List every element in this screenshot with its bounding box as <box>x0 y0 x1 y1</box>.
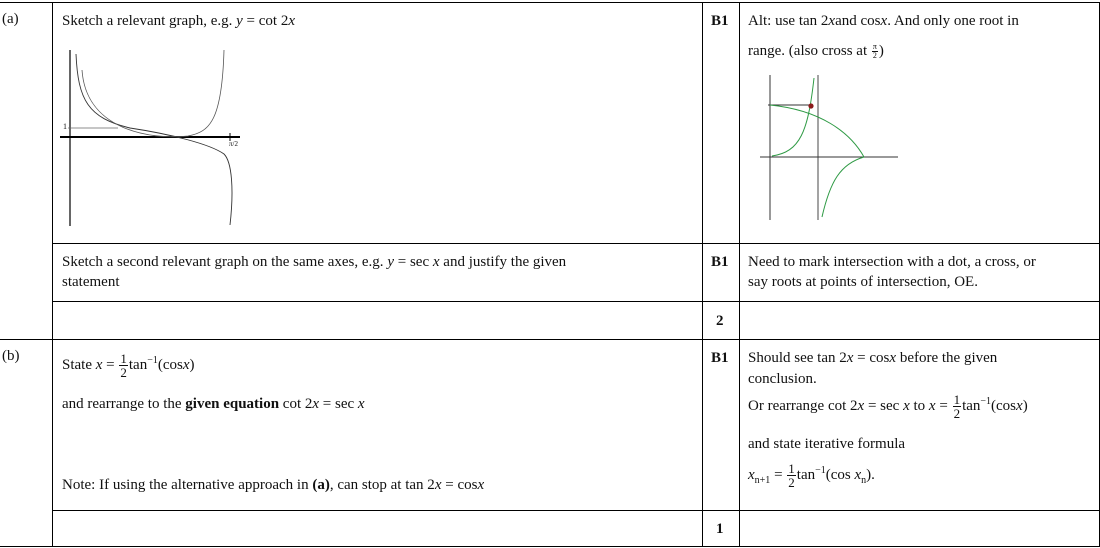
mark-a1: B1 <box>711 13 729 29</box>
part-label-a: (a) <box>2 11 19 27</box>
guidance-a2-line1: Need to mark intersection with a dot, a cross, or <box>748 254 1036 270</box>
guidance-a1-line2: range. (also cross at $\frac{\pi}{2}$ ) <box>748 42 884 61</box>
instruction-a1: Sketch a relevant graph, e.g. y = cot 2x <box>62 13 295 29</box>
table-border-bottom <box>0 546 1100 547</box>
instruction-b-rearrange: and rearrange to the given equation cot 2x = sec x <box>62 396 365 412</box>
mark-a2: B1 <box>711 254 729 270</box>
section-divider <box>0 339 1100 340</box>
total-a: 2 <box>716 313 724 329</box>
graph-y-tick-label: 1 <box>63 122 67 131</box>
instruction-b-state: State x = $\frac{1}{2}$ $\tan^{-1}(\cos x)$ <box>62 351 195 380</box>
instruction-a2-line2: statement <box>62 274 120 290</box>
cot-graph <box>60 40 250 240</box>
total-b: 1 <box>716 521 724 537</box>
guidance-a2-line2: say roots at points of intersection, OE. <box>748 274 978 290</box>
guidance-b-iterative: $x_{n+1}$ = $\frac{1}{2}$ $\tan^{-1}(\cos$ $x_n$). <box>748 461 875 490</box>
table-border-top <box>0 2 1100 3</box>
guidance-b-line3: Or rearrange cot 2x = sec x to x = $\frac{1}{2}$ $\tan^{-1}(\cos x)$ <box>748 392 1028 421</box>
instruction-a2-line1: Sketch a second relevant graph on the same axes, e.g. y = sec x and justify the given <box>62 254 567 270</box>
guidance-b-line4: and state iterative formula <box>748 436 906 452</box>
guidance-b-line2: conclusion. <box>748 371 817 387</box>
guidance-b-line1: Should see tan 2x = cosx before the given <box>748 350 998 366</box>
mark-b: B1 <box>711 350 729 366</box>
row-divider <box>52 510 1100 511</box>
part-label-b: (b) <box>2 348 20 364</box>
column-divider <box>739 2 740 547</box>
column-divider <box>702 2 703 547</box>
instruction-b-note: Note: If using the alternative approach in (a), can stop at tan 2x = cosx <box>62 477 485 493</box>
column-divider <box>52 2 53 547</box>
guidance-a1-line1: Alt: use tan 2xand cosx. And only one root in <box>748 13 1019 29</box>
row-divider <box>52 301 1100 302</box>
alt-graph <box>760 72 900 222</box>
graph-x-tick-label: π/2 <box>229 140 238 148</box>
row-divider <box>52 243 1100 244</box>
